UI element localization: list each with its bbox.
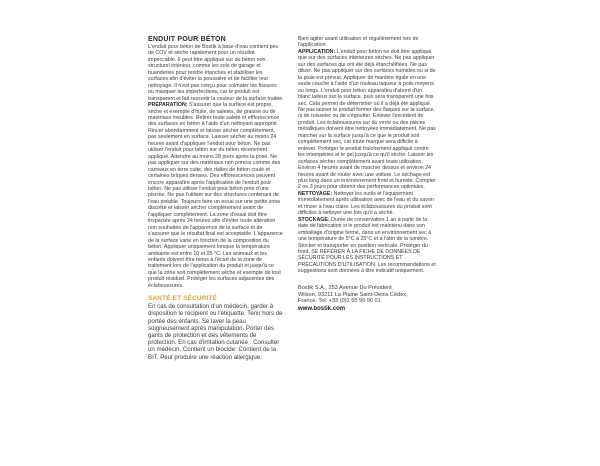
cleaning-label: NETTOYAGE:: [298, 190, 333, 197]
cleaning-text: Nettoyer les outils et l'équipement immédiatement après utilisation avec de l'eau et du savon et rincer à l'eau claire. Les éclaboussures du produit sont difficiles à nettoyer une fois qu'il a séché.: [298, 190, 434, 217]
safety-text: En cas de consultation d'un médecin, garder à disposition le récipient ou l'étiquette. Tenir hors de portée des enfants. Se laver la peau soigneusement après manipulation. Porter des gants de protection et des vêtements de protection. En cas d'irritation cutanée : Consulter un médecin. Contient un biocide: Contient de la BIT. Peut produire une réaction allergique.: [148, 303, 283, 361]
application-section: [298, 49, 436, 191]
product-title: ENDUIT POUR BÉTON: [148, 36, 226, 43]
application-label: APPLICATION:: [298, 48, 336, 55]
right-column: [298, 36, 436, 312]
website-link[interactable]: www.bostik.com: [298, 306, 346, 313]
storage-label: STOCKAGE:: [298, 216, 330, 223]
product-description: L'enduit pour béton de Bostik à base d'eau contient peu de COV et sèche rapidement pour un résultat impeccable. Il peut être appliqué sur du béton non structurel intérieur, comme les sols de garage et buanderies pour rendre étanches et stabiliser les surfaces afin d'éviter la poussière et de faciliter leur nettoyage. Il n'est pas conçu pour colmater les fissures ou masquer les imperfections, car le produit est transparent et fait ressortir la couleur de la surface traitée.: [148, 44, 284, 102]
storage-section: [298, 217, 436, 275]
spacer: [298, 275, 436, 285]
address-line-2: Wilson, 93211 La Plaine Saint-Denis Cédex,: [298, 291, 408, 298]
preparation-section: [148, 102, 284, 289]
preparation-label: PRÉPARATION:: [148, 102, 188, 109]
address-line-1: Bostik S.A., 253 Avenue Du Président: [298, 284, 392, 291]
storage-text: Durée de conservation 1 an à partir de la date de fabrication si le produit est maintenu dans son emballage d'origine fermé, dans un environnement sec à une température de 5°C à 25°C et à l'abri de la lumière. Stocker et transporter en position verticale. Protéger du froid. SE RÉFÉRER À LA FICHE DE DONNÉES DE SÉCURITÉ POUR LES INSTRUCTIONS ET PRÉCAUTIONS D'UTILISATION. Les recommandations et suggestions sont données à titre indicatif uniquement.: [298, 216, 436, 275]
left-column: [148, 36, 284, 361]
shake-instruction: Bien agiter avant utilisation et régulièrement lors de l'application.: [298, 36, 419, 49]
application-text: L'enduit pour béton ne doit être appliqué que sur des surfaces intérieures sèches. Ne pas appliquer sur des surfaces qui ont été déjà étanchéifiées. Ne pas diluer. Ne pas appliquer sur des surfaces humides ou si de la pluie est prévue. Appliquer de manière égale en une seule couche à l'aide d'un rouleau laqueur à poils moyens ou longs. L'enduit pour béton apparaîtra d'abord d'un blanc laiteux sur la surface, puis sera transparent une fois sec. Cela permet de déterminer où il a déjà été appliqué. Ne pas laisser le produit former des flaques sur la surface, ni de ruisseler ou de s'égoutter. Enlever l'excédent de produit. Les éclaboussures sur du verre ou des pièces métalliques doivent être nettoyées immédiatement. Ne pas marcher sur la surface jusqu'à ce que le produit soit complètement sec, car toute marque sera difficile à enlever. Protéger le produit fraîchement appliqué contre les intempéries et le gel jusqu'à ce qu'il sèche. Laisser les surfaces sécher complètement avant toute utilisation. Environ 4 heures avant de marcher dessus et environ 24 heures avant de rouler avec une voiture. Le séchage est plus long dans un environnement froid et humide. Compter 2 ou 3 jours pour obtenir des performances optimales.: [298, 48, 436, 191]
preparation-text: S'assurer que la surface est propre, sèche et exempte d'huile, de saletés, de graisse ou de matériaux meubles. Retirer toute saleté et efflorescence des surfaces en béton à l'aide d'un nettoyant approprié. Rincer abondamment et laisser sécher complètement, pas seulement en surface. Laisser sécher au moins 24 heures avant d'appliquer l'enduit pour béton. Ne pas utiliser l'enduit pour béton sur du béton récemment appliqué. Attendre au moins 28 jours après la pose. Ne pas appliquer sur des matériaux non poreux comme des carreaux en terre cuite, des dalles de béton coulé et certaines briques denses. Des efflorescences peuvent encore apparaître après l'application de l'enduit pour béton. Ne pas utiliser l'enduit pour béton près d'une piscine. Ne pas l'utiliser sur des structures contenant de l'eau potable. Toujours faire un essai sur une petite zone discrète et laisser sécher complètement avant de l'appliquer complètement. La zone d'essai doit être inspectée après 24 heures afin d'éviter toute altération non souhaitée de l'apparence de la surface et de s'assurer que le résultat final est acceptable. L'apparence de la surface varie en fonction de la composition du béton. Appliquer uniquement lorsque la température ambiante est entre 10 et 25 °C. Les animaux et les enfants doivent être tenus à l'écart de la zone de traitement lors de l'application du produit et jusqu'à ce que la zone soit complètement sèche et exempte de tout produit résiduel. Protéger les surfaces adjacentes des éclaboussures.: [148, 102, 283, 289]
cleaning-section: [298, 191, 436, 217]
address-line-3: France. Tel: +33 (0)1 55 99 90 01: [298, 298, 381, 305]
safety-title: SANTÉ ET SÉCURITÉ: [148, 295, 218, 303]
